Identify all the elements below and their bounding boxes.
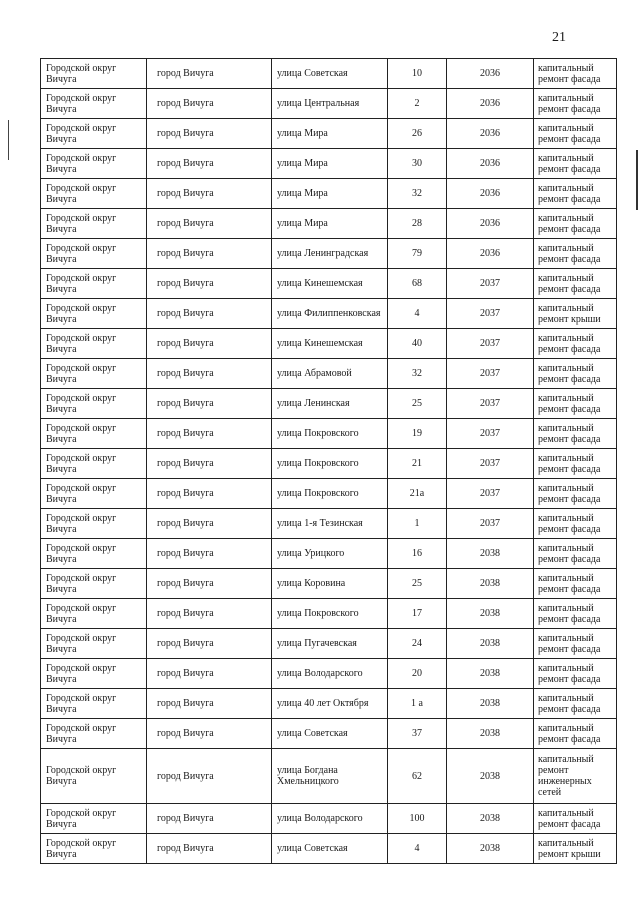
district-cell: Городской округ Вичуга: [41, 149, 147, 179]
street-cell: улица Советская: [272, 59, 388, 89]
table-row: [41, 419, 617, 449]
district-cell: Городской округ Вичуга: [41, 834, 147, 864]
work-type-cell: капитальный ремонт крыши: [534, 299, 617, 329]
work-type-cell: капитальный ремонт фасада: [534, 479, 617, 509]
house-number-cell: 28: [388, 209, 447, 239]
work-type-cell: капитальный ремонт фасада: [534, 59, 617, 89]
table-row: [41, 689, 617, 719]
work-type-cell: капитальный ремонт фасада: [534, 269, 617, 299]
street-cell: улица Володарского: [272, 804, 388, 834]
year-cell: 2036: [447, 149, 534, 179]
house-number-cell: 16: [388, 539, 447, 569]
table-row: [41, 599, 617, 629]
street-cell: улица Покровского: [272, 449, 388, 479]
work-type-cell: капитальный ремонт фасада: [534, 569, 617, 599]
year-cell: 2037: [447, 389, 534, 419]
district-cell: Городской округ Вичуга: [41, 419, 147, 449]
house-number-cell: 21а: [388, 479, 447, 509]
house-number-cell: 1: [388, 509, 447, 539]
house-number-cell: 68: [388, 269, 447, 299]
year-cell: 2038: [447, 539, 534, 569]
year-cell: 2036: [447, 89, 534, 119]
house-number-cell: 100: [388, 804, 447, 834]
house-number-cell: 62: [388, 749, 447, 804]
house-number-cell: 19: [388, 419, 447, 449]
street-cell: улица 40 лет Октября: [272, 689, 388, 719]
house-number-cell: 24: [388, 629, 447, 659]
year-cell: 2038: [447, 569, 534, 599]
city-cell: город Вичуга: [147, 359, 272, 389]
table-row: [41, 539, 617, 569]
district-cell: Городской округ Вичуга: [41, 329, 147, 359]
city-cell: город Вичуга: [147, 89, 272, 119]
district-cell: Городской округ Вичуга: [41, 804, 147, 834]
district-cell: Городской округ Вичуга: [41, 449, 147, 479]
city-cell: город Вичуга: [147, 539, 272, 569]
city-cell: город Вичуга: [147, 389, 272, 419]
year-cell: 2037: [447, 299, 534, 329]
work-type-cell: капитальный ремонт крыши: [534, 834, 617, 864]
work-type-cell: капитальный ремонт фасада: [534, 359, 617, 389]
work-type-cell: капитальный ремонт фасада: [534, 329, 617, 359]
year-cell: 2038: [447, 804, 534, 834]
table-row: [41, 449, 617, 479]
house-number-cell: 32: [388, 359, 447, 389]
work-type-cell: капитальный ремонт фасада: [534, 689, 617, 719]
table-body: [41, 59, 617, 864]
year-cell: 2038: [447, 599, 534, 629]
street-cell: улица 1-я Тезинская: [272, 509, 388, 539]
city-cell: город Вичуга: [147, 449, 272, 479]
table-row: [41, 569, 617, 599]
year-cell: 2038: [447, 689, 534, 719]
repair-schedule-table-wrap: [40, 58, 601, 864]
work-type-cell: капитальный ремонт фасада: [534, 119, 617, 149]
street-cell: улица Ленинградская: [272, 239, 388, 269]
year-cell: 2038: [447, 749, 534, 804]
street-cell: улица Мира: [272, 149, 388, 179]
district-cell: Городской округ Вичуга: [41, 209, 147, 239]
table-row: [41, 299, 617, 329]
district-cell: Городской округ Вичуга: [41, 629, 147, 659]
city-cell: город Вичуга: [147, 659, 272, 689]
work-type-cell: капитальный ремонт фасада: [534, 449, 617, 479]
street-cell: улица Пугачевская: [272, 629, 388, 659]
city-cell: город Вичуга: [147, 509, 272, 539]
city-cell: город Вичуга: [147, 299, 272, 329]
street-cell: улица Покровского: [272, 599, 388, 629]
street-cell: улица Кинешемская: [272, 269, 388, 299]
street-cell: улица Мира: [272, 209, 388, 239]
house-number-cell: 21: [388, 449, 447, 479]
district-cell: Городской округ Вичуга: [41, 389, 147, 419]
house-number-cell: 4: [388, 834, 447, 864]
year-cell: 2036: [447, 179, 534, 209]
district-cell: Городской округ Вичуга: [41, 179, 147, 209]
city-cell: город Вичуга: [147, 834, 272, 864]
house-number-cell: 20: [388, 659, 447, 689]
district-cell: Городской округ Вичуга: [41, 59, 147, 89]
year-cell: 2036: [447, 209, 534, 239]
house-number-cell: 79: [388, 239, 447, 269]
year-cell: 2037: [447, 329, 534, 359]
street-cell: улица Мира: [272, 119, 388, 149]
house-number-cell: 1 а: [388, 689, 447, 719]
street-cell: улица Володарского: [272, 659, 388, 689]
work-type-cell: капитальный ремонт фасада: [534, 539, 617, 569]
street-cell: улица Советская: [272, 719, 388, 749]
street-cell: улица Центральная: [272, 89, 388, 119]
district-cell: Городской округ Вичуга: [41, 119, 147, 149]
table-row: [41, 659, 617, 689]
year-cell: 2037: [447, 419, 534, 449]
street-cell: улица Покровского: [272, 419, 388, 449]
table-row: [41, 479, 617, 509]
city-cell: город Вичуга: [147, 209, 272, 239]
house-number-cell: 40: [388, 329, 447, 359]
table-row: [41, 59, 617, 89]
district-cell: Городской округ Вичуга: [41, 719, 147, 749]
city-cell: город Вичуга: [147, 239, 272, 269]
year-cell: 2038: [447, 719, 534, 749]
table-row: [41, 719, 617, 749]
work-type-cell: капитальный ремонт фасада: [534, 389, 617, 419]
work-type-cell: капитальный ремонт фасада: [534, 209, 617, 239]
district-cell: Городской округ Вичуга: [41, 689, 147, 719]
year-cell: 2038: [447, 834, 534, 864]
table-row: [41, 179, 617, 209]
house-number-cell: 2: [388, 89, 447, 119]
repair-schedule-table: [40, 58, 617, 864]
city-cell: город Вичуга: [147, 599, 272, 629]
city-cell: город Вичуга: [147, 59, 272, 89]
street-cell: улица Филиппенковская: [272, 299, 388, 329]
district-cell: Городской округ Вичуга: [41, 509, 147, 539]
district-cell: Городской округ Вичуга: [41, 89, 147, 119]
work-type-cell: капитальный ремонт фасада: [534, 179, 617, 209]
district-cell: Городской округ Вичуга: [41, 479, 147, 509]
year-cell: 2037: [447, 359, 534, 389]
city-cell: город Вичуга: [147, 749, 272, 804]
city-cell: город Вичуга: [147, 804, 272, 834]
table-row: [41, 209, 617, 239]
table-row: [41, 119, 617, 149]
house-number-cell: 30: [388, 149, 447, 179]
street-cell: улица Покровского: [272, 479, 388, 509]
year-cell: 2037: [447, 269, 534, 299]
city-cell: город Вичуга: [147, 419, 272, 449]
table-row: [41, 389, 617, 419]
house-number-cell: 4: [388, 299, 447, 329]
city-cell: город Вичуга: [147, 569, 272, 599]
table-row: [41, 149, 617, 179]
street-cell: улица Ленинская: [272, 389, 388, 419]
district-cell: Городской округ Вичуга: [41, 599, 147, 629]
street-cell: улица Коровина: [272, 569, 388, 599]
city-cell: город Вичуга: [147, 149, 272, 179]
year-cell: 2037: [447, 509, 534, 539]
table-row: [41, 629, 617, 659]
work-type-cell: капитальный ремонт фасада: [534, 419, 617, 449]
table-row: [41, 329, 617, 359]
district-cell: Городской округ Вичуга: [41, 239, 147, 269]
street-cell: улица Кинешемская: [272, 329, 388, 359]
city-cell: город Вичуга: [147, 119, 272, 149]
scan-margin-mark-right: [636, 150, 638, 210]
street-cell: улица Урицкого: [272, 539, 388, 569]
table-row: [41, 749, 617, 804]
house-number-cell: 26: [388, 119, 447, 149]
table-row: [41, 89, 617, 119]
year-cell: 2037: [447, 479, 534, 509]
scan-margin-mark-left: [8, 120, 9, 160]
year-cell: 2037: [447, 449, 534, 479]
district-cell: Городской округ Вичуга: [41, 569, 147, 599]
city-cell: город Вичуга: [147, 329, 272, 359]
district-cell: Городской округ Вичуга: [41, 359, 147, 389]
table-row: [41, 804, 617, 834]
house-number-cell: 17: [388, 599, 447, 629]
work-type-cell: капитальный ремонт фасада: [534, 629, 617, 659]
work-type-cell: капитальный ремонт фасада: [534, 659, 617, 689]
street-cell: улица Абрамовой: [272, 359, 388, 389]
street-cell: улица Советская: [272, 834, 388, 864]
house-number-cell: 25: [388, 389, 447, 419]
district-cell: Городской округ Вичуга: [41, 749, 147, 804]
page-number: 21: [552, 30, 566, 45]
year-cell: 2036: [447, 239, 534, 269]
work-type-cell: капитальный ремонт фасада: [534, 239, 617, 269]
city-cell: город Вичуга: [147, 269, 272, 299]
district-cell: Городской округ Вичуга: [41, 269, 147, 299]
house-number-cell: 37: [388, 719, 447, 749]
table-row: [41, 359, 617, 389]
year-cell: 2036: [447, 119, 534, 149]
city-cell: город Вичуга: [147, 689, 272, 719]
house-number-cell: 25: [388, 569, 447, 599]
table-row: [41, 834, 617, 864]
city-cell: город Вичуга: [147, 719, 272, 749]
work-type-cell: капитальный ремонт фасада: [534, 719, 617, 749]
work-type-cell: капитальный ремонт фасада: [534, 804, 617, 834]
district-cell: Городской округ Вичуга: [41, 659, 147, 689]
work-type-cell: капитальный ремонт фасада: [534, 509, 617, 539]
house-number-cell: 32: [388, 179, 447, 209]
city-cell: город Вичуга: [147, 479, 272, 509]
work-type-cell: капитальный ремонт инженерных сетей: [534, 749, 617, 804]
table-row: [41, 509, 617, 539]
city-cell: город Вичуга: [147, 179, 272, 209]
year-cell: 2038: [447, 629, 534, 659]
house-number-cell: 10: [388, 59, 447, 89]
year-cell: 2036: [447, 59, 534, 89]
city-cell: город Вичуга: [147, 629, 272, 659]
district-cell: Городской округ Вичуга: [41, 539, 147, 569]
street-cell: улица Мира: [272, 179, 388, 209]
work-type-cell: капитальный ремонт фасада: [534, 149, 617, 179]
work-type-cell: капитальный ремонт фасада: [534, 599, 617, 629]
table-row: [41, 239, 617, 269]
table-row: [41, 269, 617, 299]
work-type-cell: капитальный ремонт фасада: [534, 89, 617, 119]
district-cell: Городской округ Вичуга: [41, 299, 147, 329]
year-cell: 2038: [447, 659, 534, 689]
street-cell: улица Богдана Хмельницкого: [272, 749, 388, 804]
